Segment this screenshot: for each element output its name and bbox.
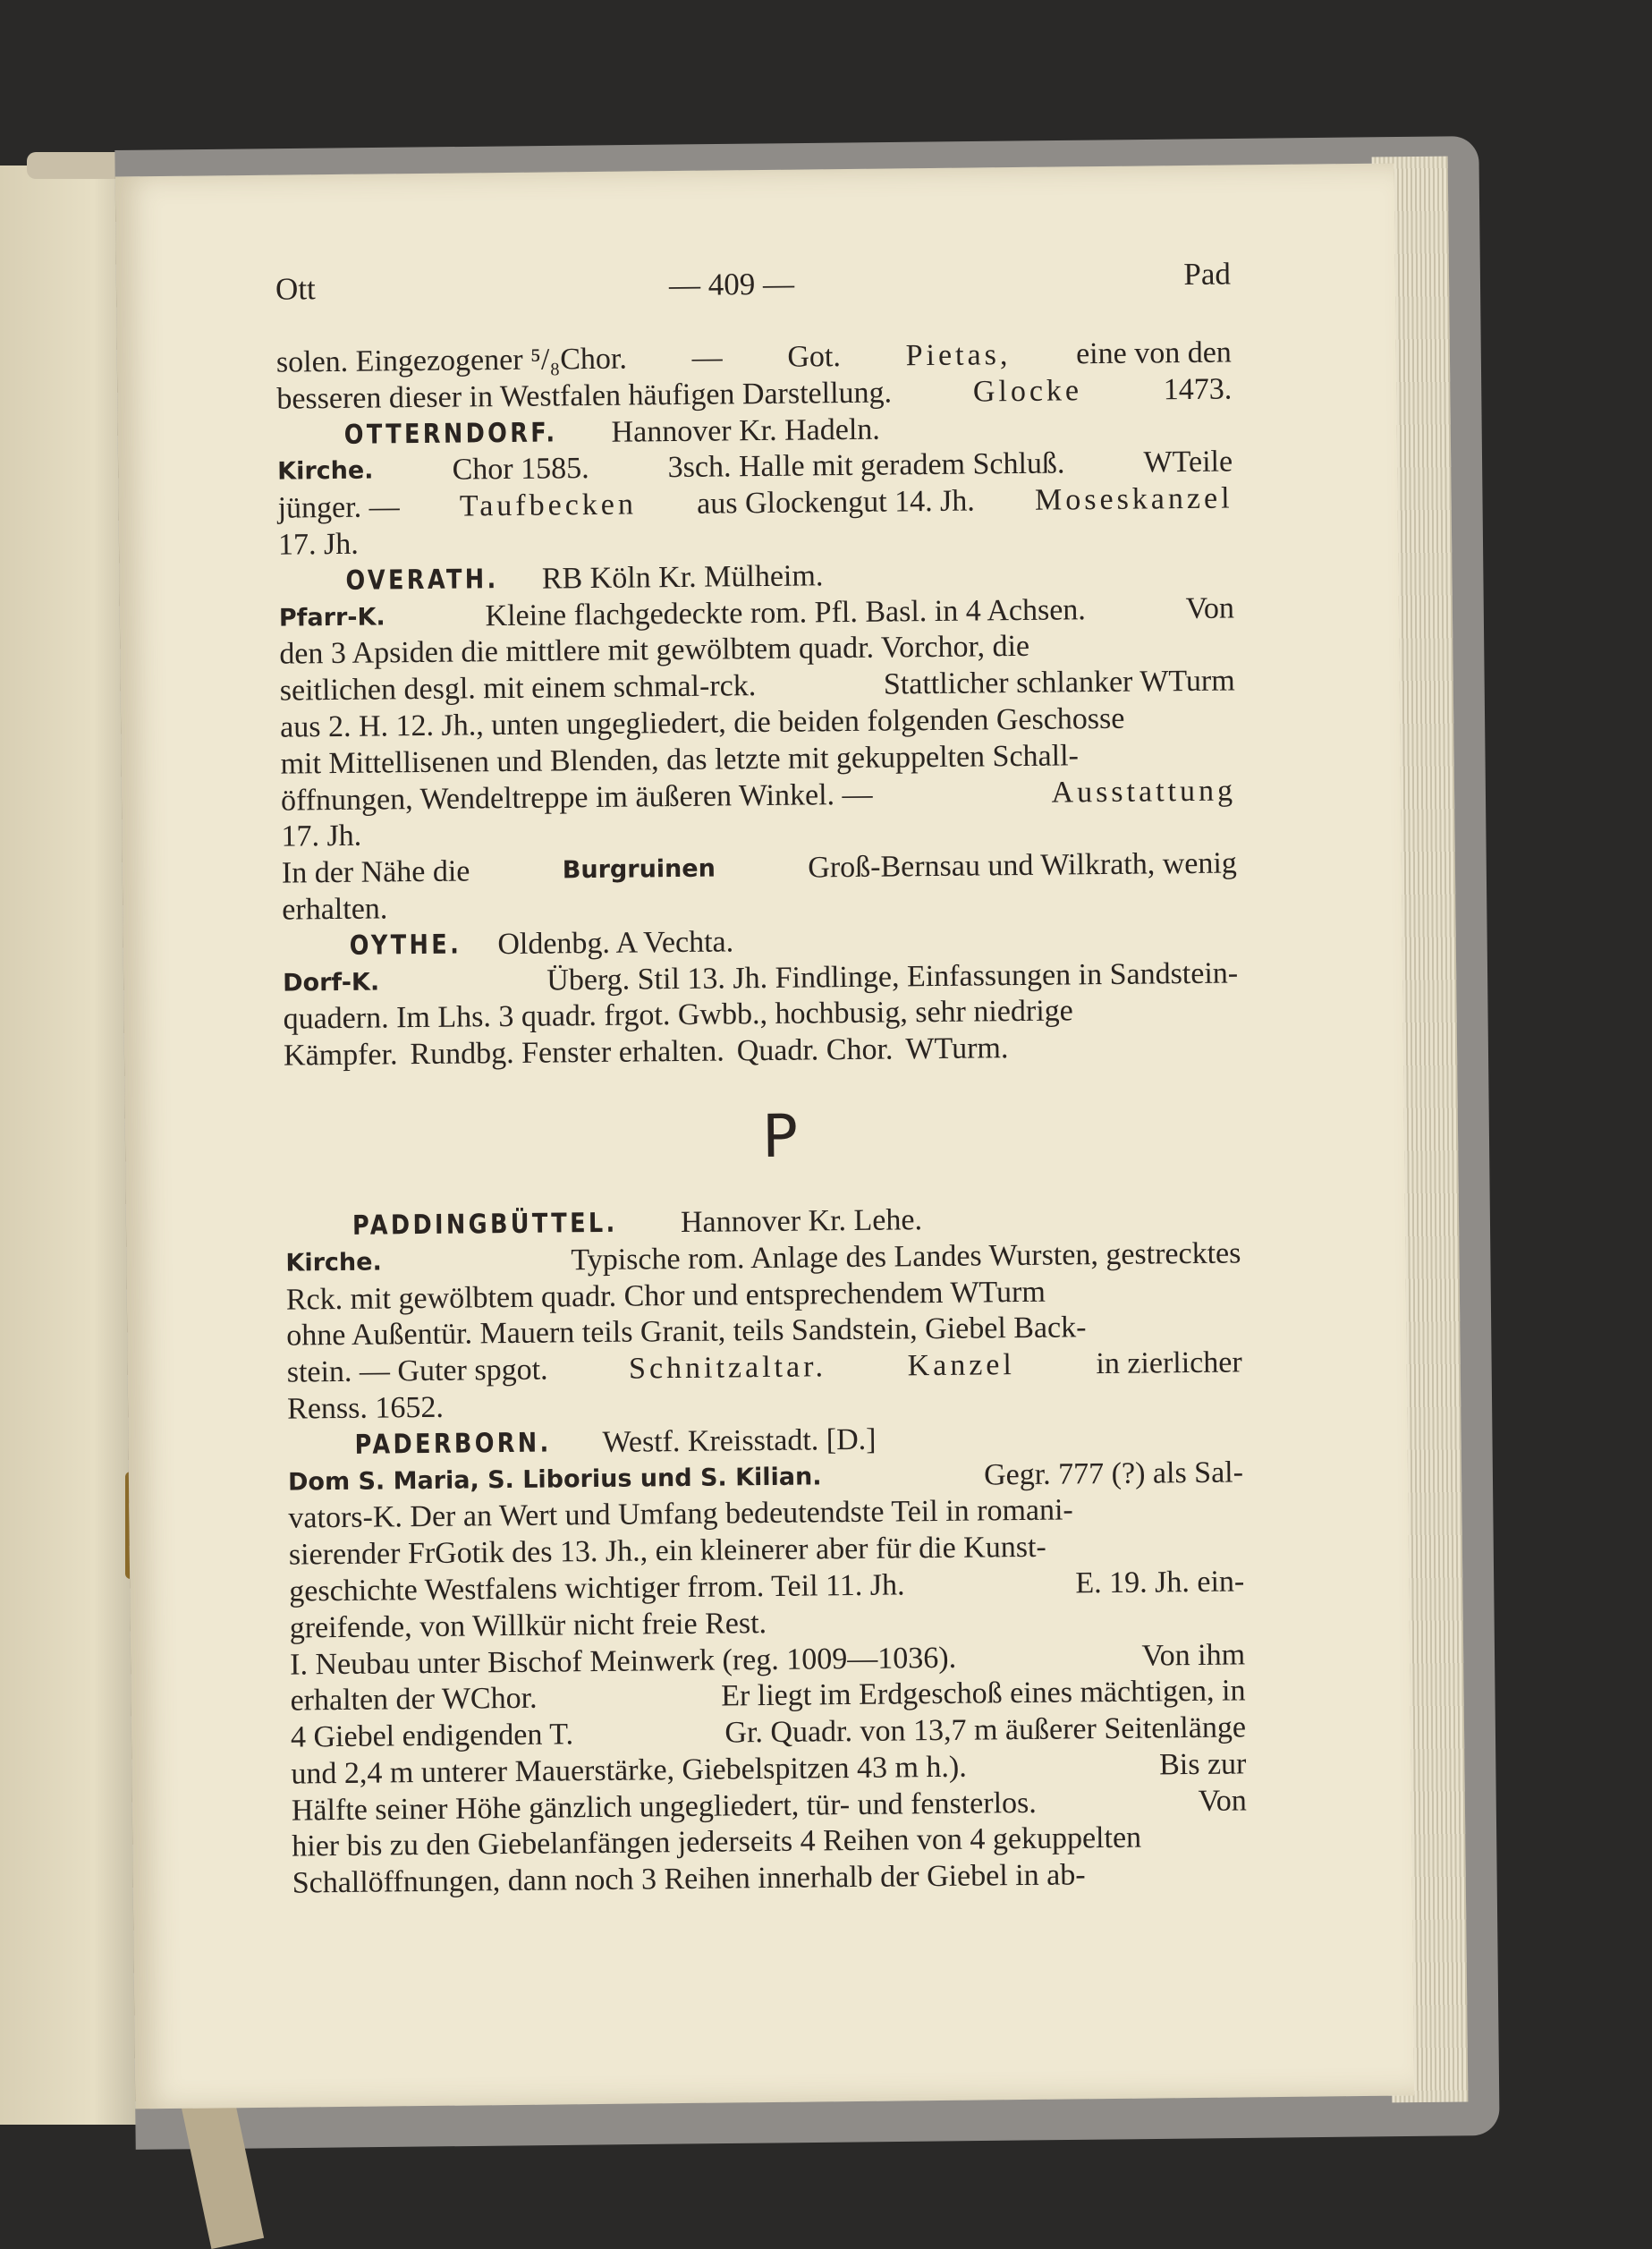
text-segment: 17. Jh. xyxy=(277,527,359,562)
page-number: — 409 — xyxy=(668,266,795,303)
place-name: OYTHE. xyxy=(349,929,462,962)
text-segment: vators-K. Der an Wert und Umfang bedeutendste Teil in romani- xyxy=(288,1493,1073,1535)
text-segment: Er liegt im Erdgeschoß eines mächtigen, in xyxy=(721,1674,1246,1713)
text-segment: E. 19. Jh. ein- xyxy=(1075,1565,1245,1600)
bold-label: Pfarr-K. xyxy=(278,602,385,632)
text-segment: den 3 Apsiden die mittlere mit gewölbtem quadr. Vorchor, die xyxy=(279,630,1030,672)
text-segment: Typische rom. Anlage des Landes Wursten, gestrecktes xyxy=(571,1236,1241,1277)
text-segment: Kleine flachgedeckte rom. Pfl. Basl. in 4 Achsen. xyxy=(485,592,1087,632)
bold-label: Kirche. xyxy=(285,1248,382,1277)
bold-label: Kirche. xyxy=(277,456,374,487)
bold-label: Dorf-K. xyxy=(283,968,380,997)
text-segment: Gegr. 777 (?) als Sal- xyxy=(983,1455,1244,1491)
bold-label: Burgruinen xyxy=(562,854,716,885)
text-segment: ohne Außentür. Mauern teils Granit, teils Sandstein, Giebel Back- xyxy=(286,1311,1087,1353)
page-body xyxy=(276,335,1248,1902)
text-segment: Kanzel xyxy=(907,1348,1016,1383)
text-segment: Überg. Stil 13. Jh. Findlinge, Einfassungen in Sandstein- xyxy=(546,955,1239,997)
text-segment: besseren dieser in Westfalen häufigen Darstellung. xyxy=(276,376,893,416)
text-segment: eine von den xyxy=(1075,335,1233,371)
text-segment: Rundbg. Fenster erhalten. xyxy=(410,1034,724,1072)
text-segment: Rck. mit gewölbtem quadr. Chor und entsprechendem WTurm xyxy=(285,1275,1046,1317)
text-segment: Moseskanzel xyxy=(1034,481,1233,517)
text-segment: Renss. 1652. xyxy=(286,1390,445,1426)
text-segment: Ausstattung xyxy=(1051,774,1237,810)
text-segment: sierender FrGotik des 13. Jh., ein kleinerer aber für die Kunst- xyxy=(288,1530,1046,1572)
text-segment: 1473. xyxy=(1163,372,1233,407)
text-segment: erhalten. xyxy=(282,892,388,927)
text-segment: Schnitzaltar. xyxy=(628,1350,827,1386)
entries-o xyxy=(276,335,1239,1074)
text-segment: Oldenbg. A Vechta. xyxy=(497,925,734,961)
text-segment: in zierlicher xyxy=(1096,1345,1242,1381)
text-segment: Kämpfer. xyxy=(283,1038,398,1073)
text-segment: Hannover Kr. Lehe. xyxy=(680,1203,923,1239)
text-segment: solen. Eingezogener ⁵/₈Chor. xyxy=(275,342,628,379)
text-segment: 17. Jh. xyxy=(281,819,362,854)
text-segment: 3sch. Halle mit geradem Schluß. xyxy=(667,446,1065,485)
text-segment: Von xyxy=(1198,1784,1247,1818)
text-segment: Glocke xyxy=(972,374,1083,409)
text-segment: geschichte Westfalens wichtiger frrom. Teil 11. Jh. xyxy=(289,1568,905,1608)
text-segment: und 2,4 m unterer Mauerstärke, Giebelspitzen 43 m h.). xyxy=(291,1750,967,1791)
header-left: Ott xyxy=(275,271,316,307)
text-segment: WTeile xyxy=(1143,445,1233,480)
text-segment: WTurm. xyxy=(905,1031,1009,1066)
text-segment: Pietas, xyxy=(905,338,1012,373)
text-segment: Hannover Kr. Hadeln. xyxy=(611,412,880,449)
text-segment: mit Mittellisenen und Blenden, das letzte mit gekuppelten Schall- xyxy=(280,739,1080,781)
text-segment: Von ihm xyxy=(1141,1637,1246,1673)
text-segment: 4 Giebel endigenden T. xyxy=(290,1718,574,1754)
text-segment: seitlichen desgl. mit einem schmal-rck. xyxy=(279,669,757,708)
text-segment: Groß-Bernsau und Wilkrath, wenig xyxy=(808,846,1238,885)
text-segment: Westf. Kreisstadt. [D.] xyxy=(602,1422,877,1459)
text-segment: öffnungen, Wendeltreppe im äußeren Winkel. — xyxy=(280,777,873,818)
text-segment: greifende, von Willkür nicht freie Rest. xyxy=(289,1606,767,1645)
text-segment: Chor 1585. xyxy=(452,452,589,488)
place-name: OTTERNDORF. xyxy=(343,416,558,451)
book-page xyxy=(115,164,1415,2109)
bold-label: Dom S. Maria, S. Liborius und S. Kilian. xyxy=(287,1462,822,1497)
text-segment: Gr. Quadr. von 13,7 m äußerer Seitenlänge xyxy=(724,1710,1247,1750)
text-segment: Got. xyxy=(787,340,842,374)
text-segment: aus 2. H. 12. Jh., unten ungegliedert, die beiden folgenden Geschosse xyxy=(279,701,1125,744)
text-segment: hier bis zu den Giebelanfängen jederseits 4 Reihen von 4 gekuppelten xyxy=(292,1821,1142,1864)
text-segment: Quadr. Chor. xyxy=(736,1032,894,1068)
text-segment: Taufbecken xyxy=(459,488,638,523)
place-name: OVERATH. xyxy=(345,563,499,597)
text-segment: erhalten der WChor. xyxy=(290,1681,538,1718)
text-segment: RB Köln Kr. Mülheim. xyxy=(541,559,824,596)
text-segment: Von xyxy=(1185,591,1235,625)
text-segment: In der Nähe die xyxy=(281,854,470,890)
entries-p xyxy=(285,1199,1248,1902)
text-segment: stein. — Guter spgot. xyxy=(286,1353,548,1389)
text-segment: Stattlicher schlanker WTurm xyxy=(883,664,1235,701)
text-segment: jünger. — xyxy=(277,490,400,525)
text-segment: Schallöffnungen, dann noch 3 Reihen innerhalb der Giebel in ab- xyxy=(292,1858,1086,1900)
text-segment: quadern. Im Lhs. 3 quadr. frgot. Gwbb., hochbusig, sehr niedrige xyxy=(283,994,1073,1036)
text-segment: I. Neubau unter Bischof Meinwerk (reg. 1009—1036). xyxy=(289,1641,957,1682)
text-segment: Bis zur xyxy=(1158,1747,1247,1782)
place-name: PADERBORN. xyxy=(354,1427,552,1461)
section-letter: P xyxy=(761,1102,799,1172)
place-name: PADDINGBÜTTEL. xyxy=(352,1207,618,1242)
running-header xyxy=(275,256,1232,316)
text-segment: aus Glockengut 14. Jh. xyxy=(696,484,976,521)
header-right: Pad xyxy=(1183,256,1232,293)
text-segment: — xyxy=(691,341,723,375)
text-segment: Hälfte seiner Höhe gänzlich ungegliedert, tür- und fensterlos. xyxy=(291,1786,1037,1828)
